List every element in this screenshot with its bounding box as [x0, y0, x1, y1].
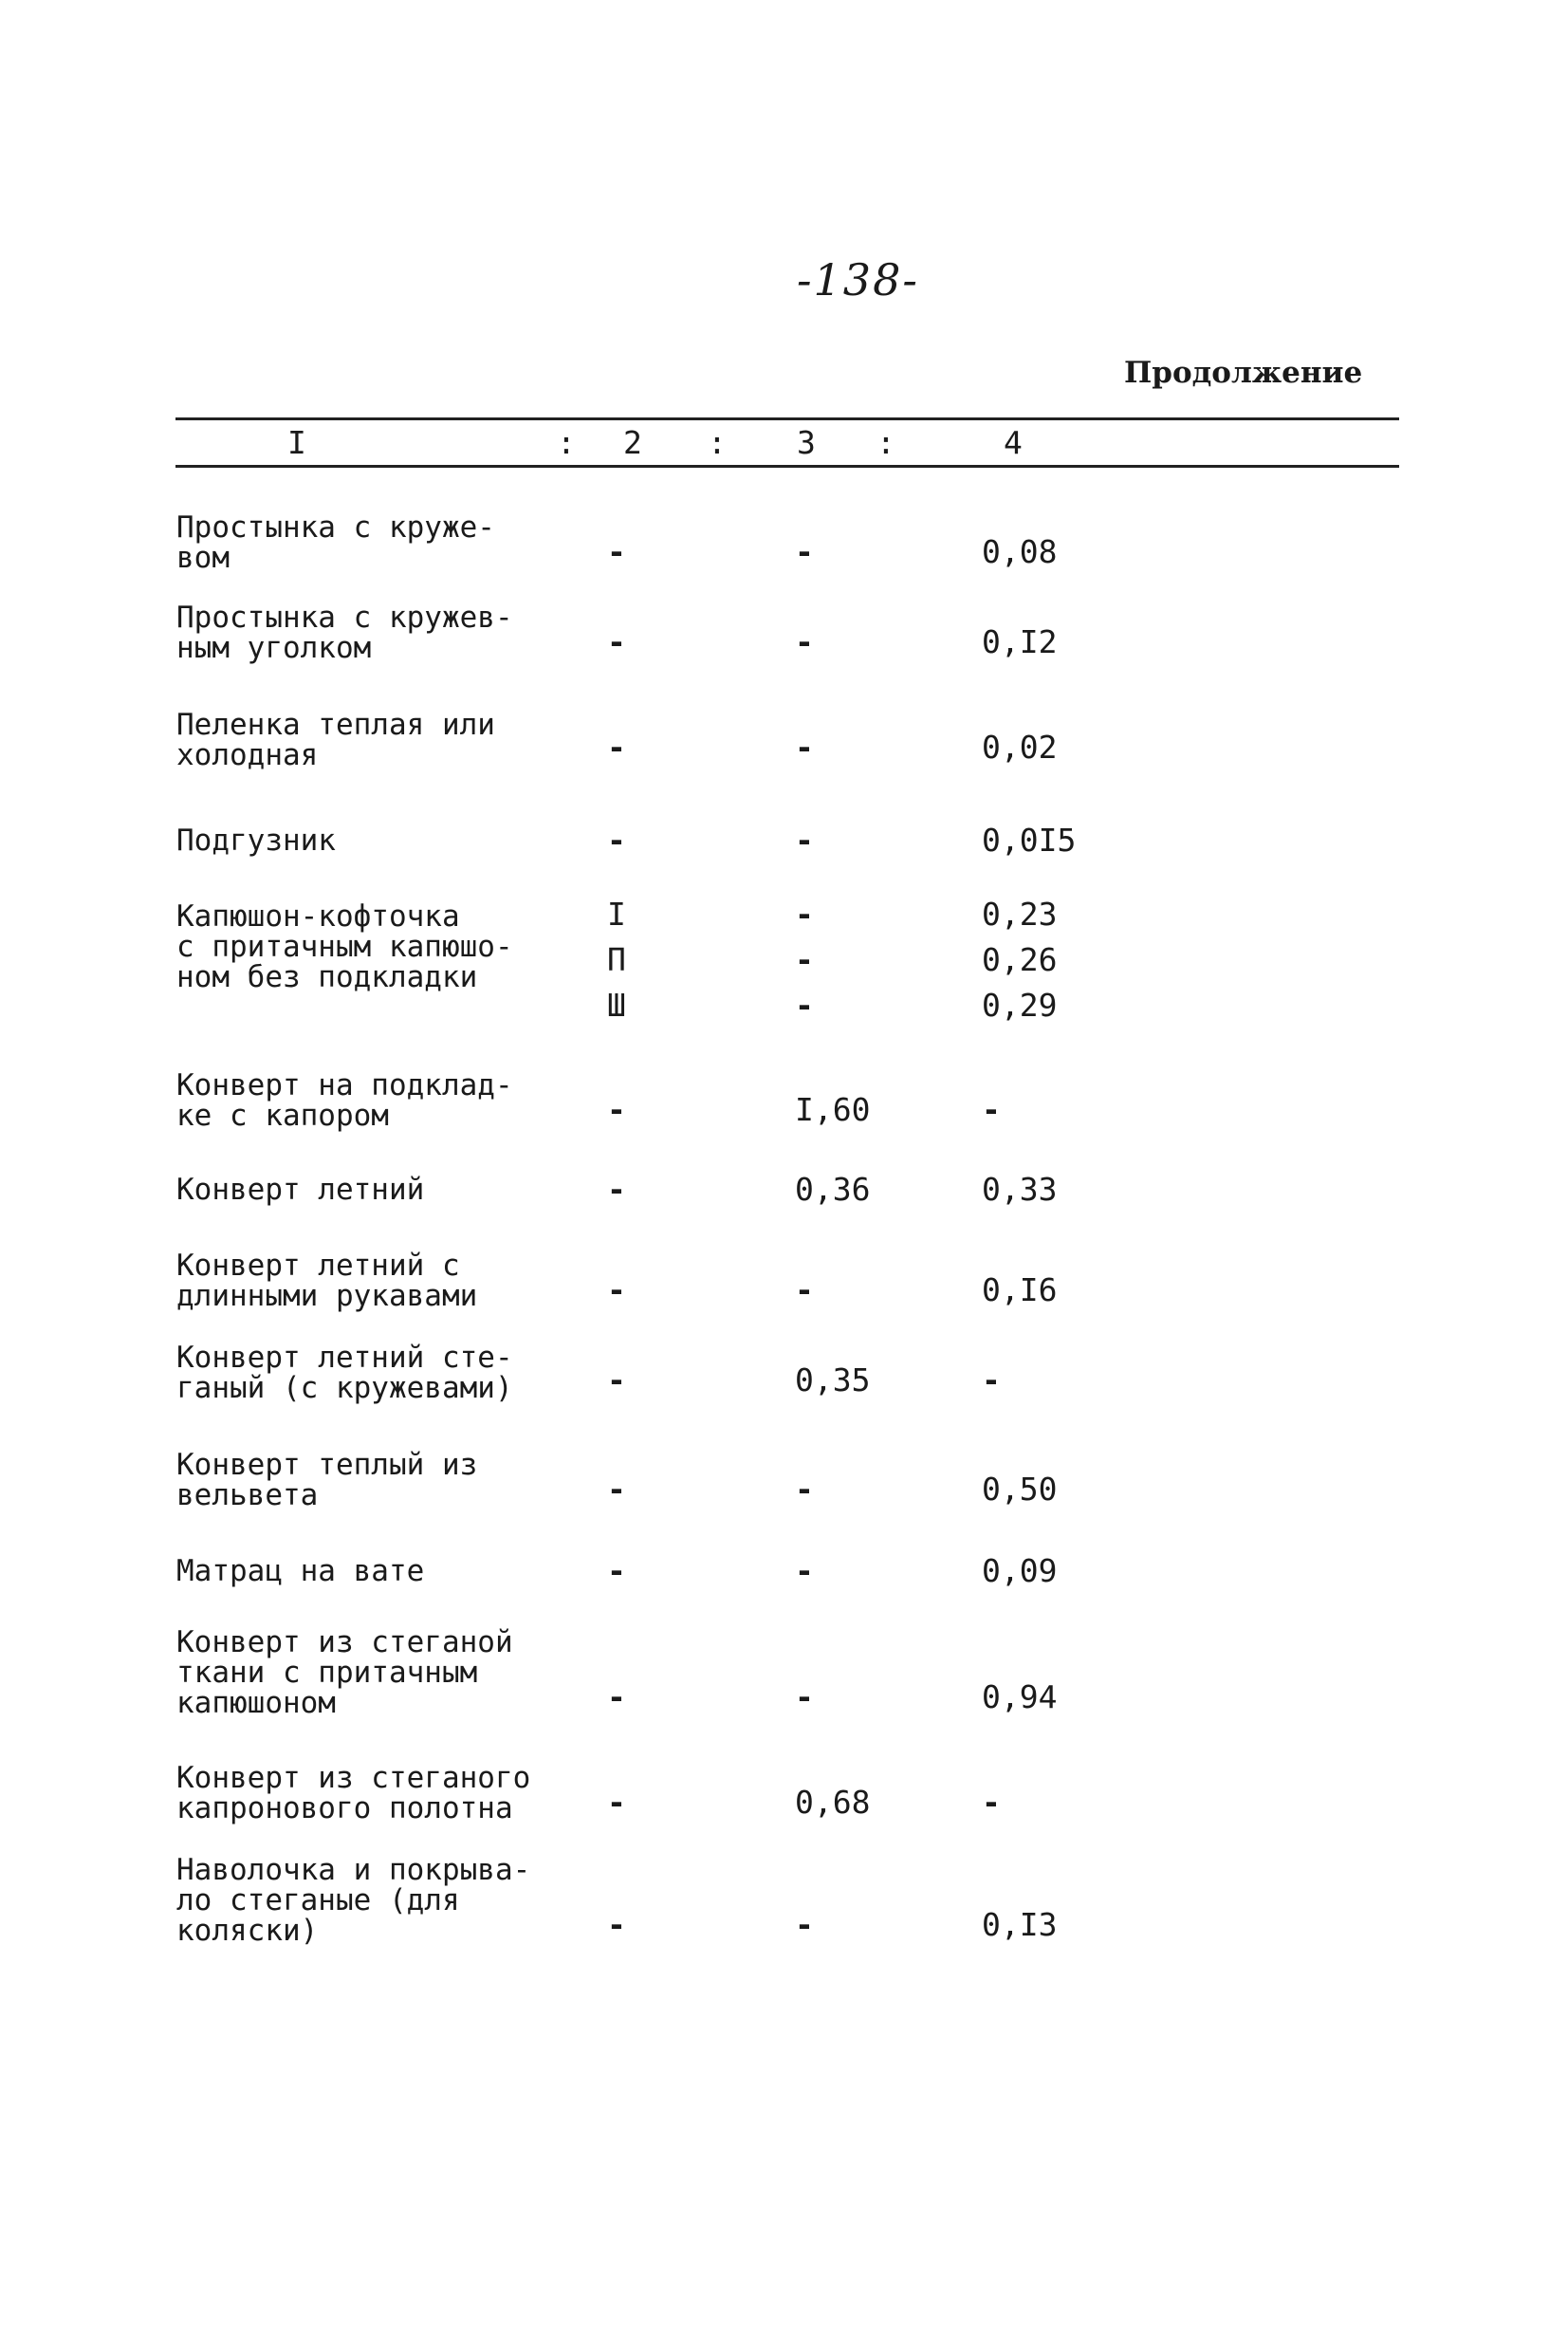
item-name: Капюшон-кофточка с притачным капюшо- ном без подкладки [176, 899, 513, 994]
item-col3: - [795, 533, 814, 570]
table-rule-top [175, 417, 1399, 420]
item-col4: 0,I3 [982, 1906, 1058, 1943]
item-name: Подгузник [176, 824, 336, 858]
item-col4: 0,50 [982, 1471, 1058, 1508]
table-header-sep3: : [876, 424, 895, 461]
table-header-col3: 3 [797, 424, 816, 461]
item-col3: - [795, 623, 814, 660]
item-col2: - [607, 822, 626, 859]
item-name: Простынка с кружев- ным уголком [176, 601, 513, 665]
item-name: Конверт летний сте- ганый (с кружевами) [176, 1341, 513, 1405]
item-name: Наволочка и покрыва- ло стеганые (для коляски) [176, 1853, 531, 1948]
table-header-sep1: : [557, 424, 576, 461]
item-col2: - [607, 1361, 626, 1398]
table-header-col4: 4 [1004, 424, 1023, 461]
item-name: Пеленка теплая или холодная [176, 708, 495, 772]
item-col4: 0,09 [982, 1552, 1058, 1589]
item-col4: 0,0I5 [982, 822, 1077, 859]
item-col4: 0,I6 [982, 1271, 1058, 1308]
item-col3: 0,68 [795, 1784, 871, 1821]
item-col3: - [795, 1552, 814, 1589]
item-name: Матрац на вате [176, 1554, 425, 1588]
table-header-sep2: : [708, 424, 727, 461]
item-name: Конверт из стеганой ткани с притачным капюшоном [176, 1625, 513, 1720]
item-name: Конверт теплый из вельвета [176, 1448, 478, 1512]
item-col2: - [607, 1171, 626, 1208]
item-col4: 0,I2 [982, 623, 1058, 660]
table-header-col2: 2 [623, 424, 642, 461]
item-col4: - [982, 1091, 1001, 1128]
item-col3: - [795, 1678, 814, 1715]
item-col2: - [607, 1091, 626, 1128]
item-col4: - [982, 1784, 1001, 1821]
item-col3: - [795, 822, 814, 859]
item-col3: I,60 [795, 1091, 871, 1128]
item-col2: - [607, 1784, 626, 1821]
item-col4: 0,94 [982, 1678, 1058, 1715]
item-col2: - [607, 1471, 626, 1508]
table-header-col1: I [287, 424, 306, 461]
item-col2: - [607, 1271, 626, 1308]
item-col2: - [607, 533, 626, 570]
item-col4: - [982, 1361, 1001, 1398]
item-col4: 0,08 [982, 533, 1058, 570]
item-col3: 0,36 [795, 1171, 871, 1208]
page-number: -138- [797, 254, 919, 306]
item-name: Конверт на подклад- ке с капором [176, 1068, 513, 1133]
item-col3: - - - [795, 896, 814, 1024]
item-name: Простынка с круже- вом [176, 510, 495, 575]
item-col3: - [795, 1471, 814, 1508]
item-name: Конверт летний [176, 1173, 425, 1207]
continuation-label: Продолжение [1124, 356, 1363, 390]
item-col2: I П Ш [607, 896, 626, 1024]
item-col2: - [607, 1678, 626, 1715]
item-name: Конверт летний с длинными рукавами [176, 1249, 478, 1313]
item-col2: - [607, 729, 626, 766]
item-col3: - [795, 1271, 814, 1308]
item-col4: 0,23 0,26 0,29 [982, 896, 1058, 1024]
item-col4: 0,33 [982, 1171, 1058, 1208]
item-col2: - [607, 1552, 626, 1589]
item-col4: 0,02 [982, 729, 1058, 766]
item-col3: - [795, 1906, 814, 1943]
item-col2: - [607, 623, 626, 660]
item-name: Конверт из стеганого капронового полотна [176, 1761, 531, 1825]
item-col3: 0,35 [795, 1361, 871, 1398]
item-col3: - [795, 729, 814, 766]
item-col2: - [607, 1906, 626, 1943]
table-rule-header-bottom [175, 465, 1399, 468]
